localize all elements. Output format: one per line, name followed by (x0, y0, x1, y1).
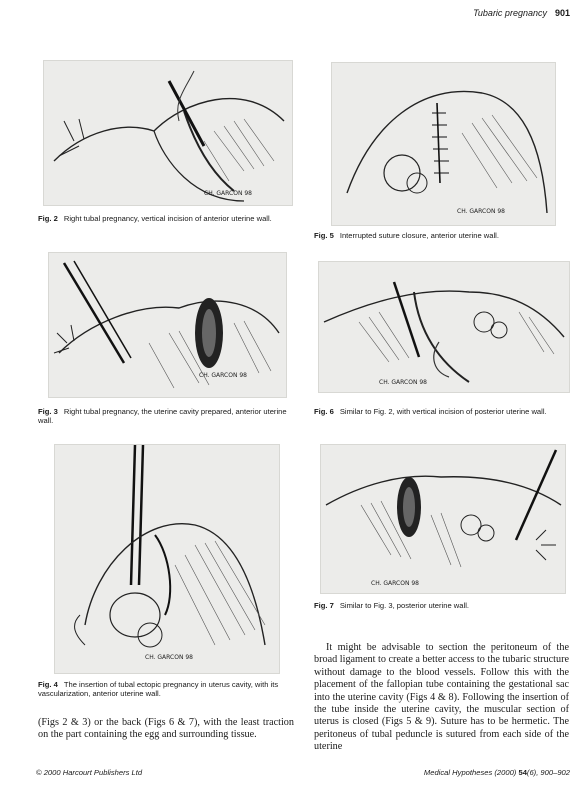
figure-7-caption: Fig. 7 Similar to Fig. 3, posterior uterine wall. (314, 601, 469, 610)
figure-3-caption: Fig. 3 Right tubal pregnancy, the uterine cavity prepared, anterior uterine wall. (38, 407, 287, 425)
body-paragraph-right: It might be advisable to section the peritoneum of the broad ligament to create a better access to the tubaric structure without damage to the blood vessels. Follow this with the placement of the fallopian tube containing the gestational sac into the uterine cavity (Figs 4 & 8). Following the insertion of the tube inside the uterine cavity, the muscular section of uterus is closed (Figs 5 & 9). Suture has to be hermetic. The peritoneus of tubal peduncle is sutured from each side of the uterine (314, 642, 569, 753)
fig4-drawing (55, 445, 279, 673)
journal-citation: Medical Hypotheses (2000) 54(6), 900–902 (423, 768, 570, 777)
figure-4-caption: Fig. 4 The insertion of tubal ectopic pregnancy in uterus cavity, with its vascularization, anterior uterine wall. (38, 680, 279, 698)
fig2-signature: CH. GARCON 98 (204, 190, 252, 197)
fig6-signature: CH. GARCON 98 (379, 379, 427, 386)
running-title: Tubaric pregnancy (473, 8, 547, 18)
figure-7-illustration (320, 444, 566, 594)
figure-5-illustration (331, 62, 556, 226)
fig6-drawing (319, 262, 569, 392)
figure-5-caption: Fig. 5 Interrupted suture closure, anterior uterine wall. (314, 231, 499, 240)
figure-2-illustration (43, 60, 293, 206)
fig3-signature: CH. GARCON 98 (199, 372, 247, 379)
fig7-signature: CH. GARCON 98 (371, 580, 419, 587)
page-number: 901 (554, 8, 570, 18)
fig2-drawing (44, 61, 292, 205)
fig5-signature: CH. GARCON 98 (457, 208, 505, 215)
fig3-drawing (49, 253, 286, 397)
figure-4-illustration (54, 444, 280, 674)
copyright-footer: © 2000 Harcourt Publishers Ltd (36, 768, 143, 777)
figure-3-illustration (48, 252, 287, 398)
fig7-drawing (321, 445, 565, 593)
body-paragraph-left: (Figs 2 & 3) or the back (Figs 6 & 7), with the least traction on the part containing the egg and surrounding tissue. (38, 717, 294, 741)
running-header (473, 8, 570, 18)
figure-6-caption: Fig. 6 Similar to Fig. 2, with vertical incision of posterior uterine wall. (314, 407, 547, 416)
figure-6-illustration (318, 261, 570, 393)
fig5-drawing (332, 63, 555, 225)
figure-2-caption: Fig. 2 Right tubal pregnancy, vertical incision of anterior uterine wall. (38, 214, 272, 223)
fig4-signature: CH. GARCON 98 (145, 654, 193, 661)
